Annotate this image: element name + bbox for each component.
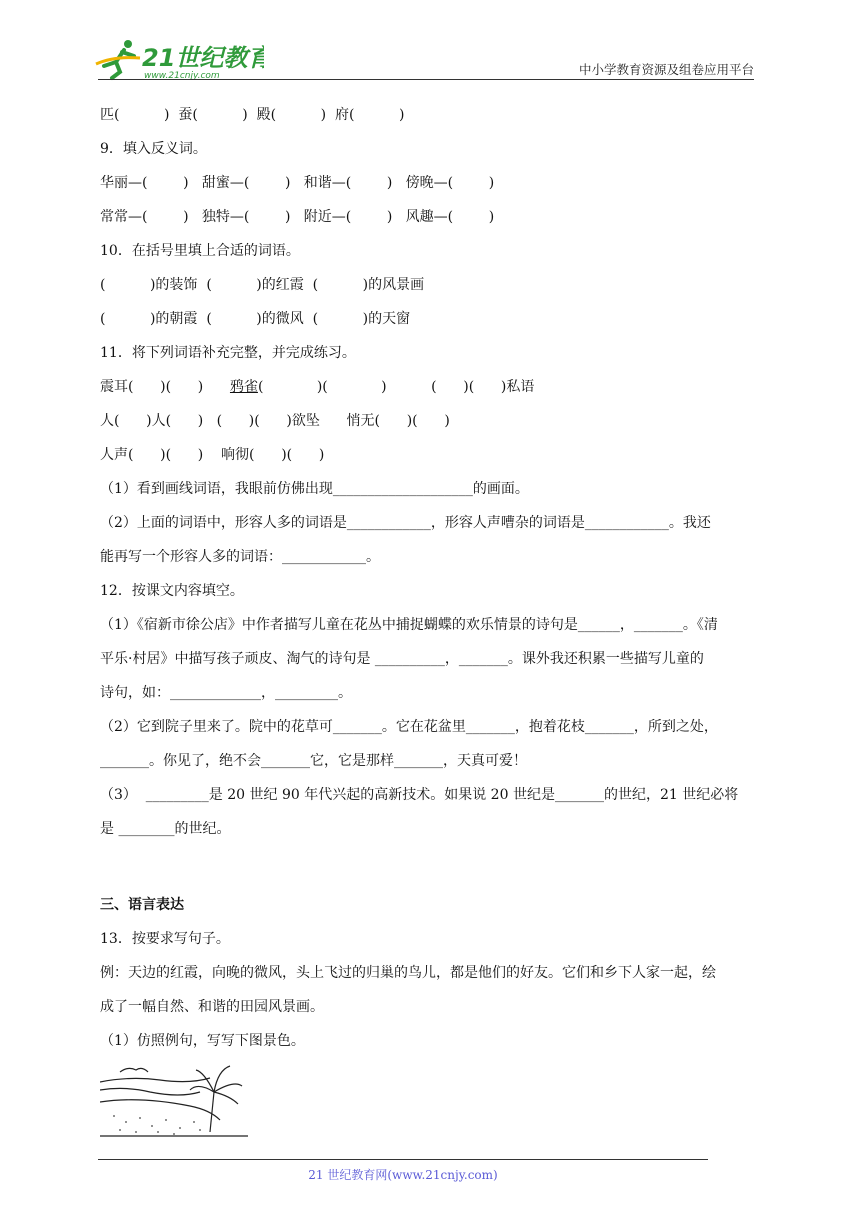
footer-text[interactable]: 21 世纪教育网(www.21cnjy.com) [308,1168,498,1182]
q12-title: 12．按课文内容填空。 [100,583,244,599]
header-divider [98,79,754,80]
beach-palm-sketch [100,1062,248,1142]
q11-row-3: 人声( )( ) 响彻( )( ) [100,447,325,463]
site-logo [94,36,264,82]
q12-sub-1-cont-2: 诗句，如：_____________，_________。 [100,685,352,701]
q11-row-1-part-c: ( )( ) ( )( )私语 [257,379,535,395]
q11-sub-1: （1）看到画线词语，我眼前仿佛出现____________________的画面。 [100,481,529,497]
q12-sub-2: （2）它到院子里来了。院中的花草可_______。它在花盆里_______，抱着花枝_______，所到之处， [100,719,718,735]
q11-row-2: 人( )人( ) ( )( )欲坠 悄无( )( ) [100,413,450,429]
q10-title: 10．在括号里填上合适的词语。 [100,243,300,259]
q9-title: 9．填入反义词。 [100,141,207,157]
underlined-word: 鸦雀 [229,379,258,395]
q10-row-1: ( )的装饰 ( )的红霞 ( )的风景画 [100,277,425,293]
q11-row-1 [100,377,534,397]
q11-sub-2-cont: 能再写一个形容人多的词语：____________。 [100,549,380,565]
logo-url: www.21cnjy.com [144,71,220,81]
q13-title: 13．按要求写句子。 [100,931,230,947]
q12-sub-1: （1）《宿新市徐公店》中作者描写儿童在花丛中捕捉蝴蝶的欢乐情景的诗句是______，_______。《清 [100,617,718,633]
q9-row-2: 常常—( ) 独特—( ) 附近—( ) 风趣—( ) [100,209,495,225]
q11-title: 11．将下列词语补充完整，并完成练习。 [100,345,356,361]
q12-sub-3-cont: 是 ________的世纪。 [100,821,231,837]
q12-sub-1-cont: 平乐·村居》中描写孩子顽皮、淘气的诗句是 __________，_______。课外我还积累一些描写儿童的 [100,651,704,667]
q9-row-1: 华丽—( ) 甜蜜—( ) 和谐—( ) 傍晚—( ) [100,175,495,191]
q10-row-2: ( )的朝霞 ( )的微风 ( )的天窗 [100,311,411,327]
q12-sub-3: （3） _________是 20 世纪 90 年代兴起的高新技术。如果说 20 世纪是_______的世纪，21 世纪必将 [100,787,739,803]
section-title: 三、语言表达 [100,897,184,913]
logo-title: 21世纪教育 [142,44,264,72]
q13-example-cont: 成了一幅自然、和谐的田园风景画。 [100,999,324,1015]
q13-example: 例：天边的红霞，向晚的微风，头上飞过的归巢的鸟儿，都是他们的好友。它们和乡下人家一起，绘 [100,965,716,981]
footer-divider [98,1159,708,1160]
q8-chars-line: 匹( ) 蚕( ) 殿( ) 府( ) [100,107,405,123]
q12-sub-2-cont: _______。你见了，绝不会_______它，它是那样_______，天真可爱！ [100,753,527,769]
q11-row-1-part-a: 震耳( )( ) [100,379,230,395]
header-platform-text: 中小学教育资源及组卷应用平台 [578,62,754,77]
q11-sub-2: （2）上面的词语中，形容人多的词语是____________，形容人声嘈杂的词语是____________。我还 [100,515,711,531]
q13-sub-1: （1）仿照例句，写写下图景色。 [100,1033,305,1049]
